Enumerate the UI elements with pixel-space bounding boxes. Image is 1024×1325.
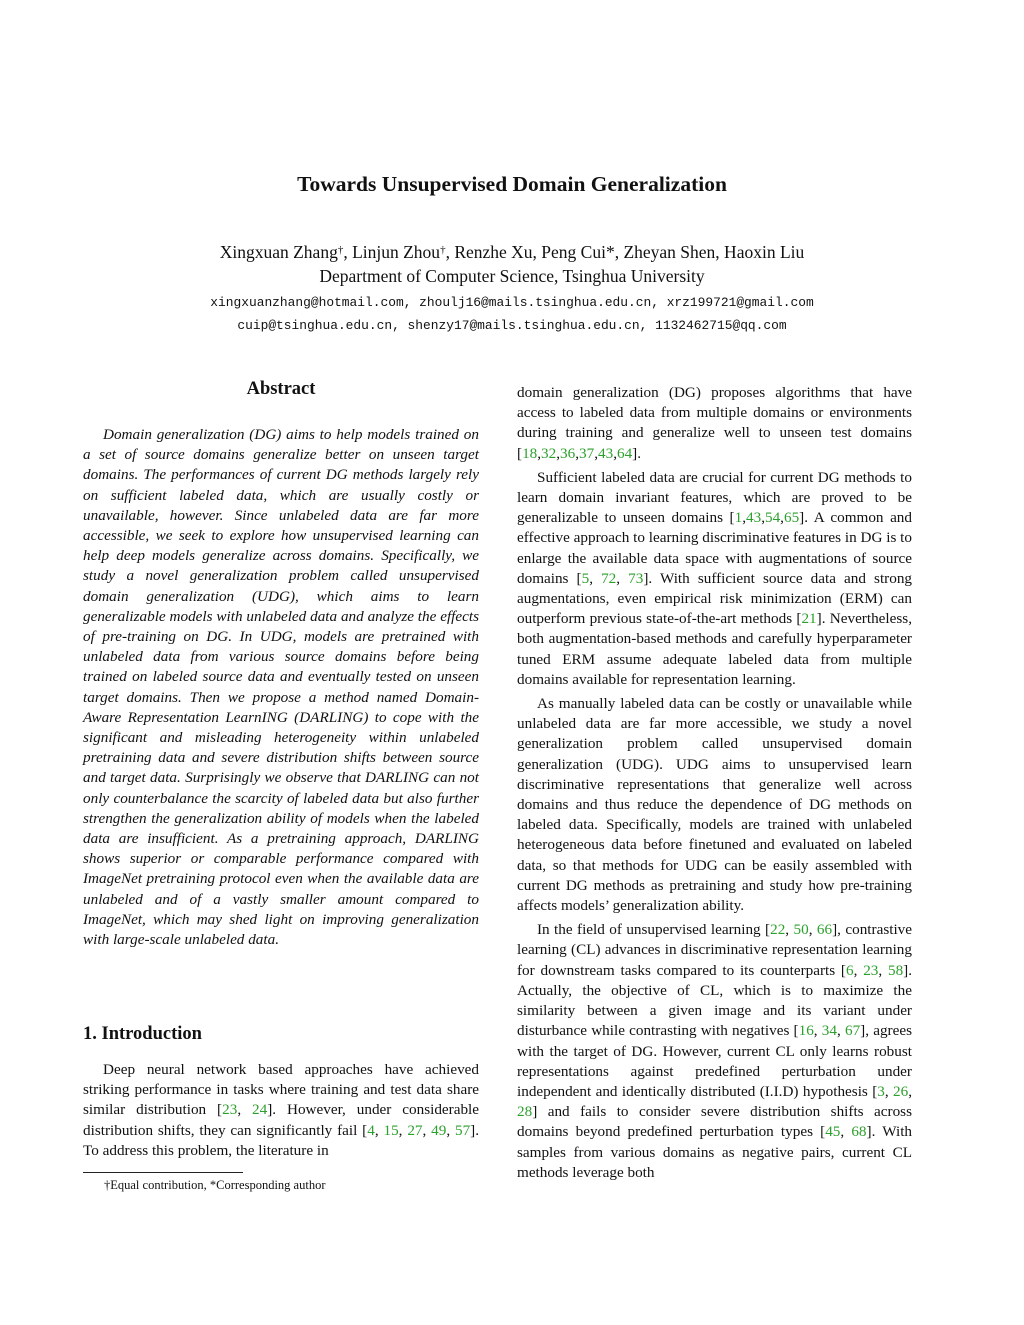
abstract-paragraph: Domain generalization (DG) aims to help models trained on a set of source domains generalize better on unseen target domains. The performances of current DG methods largely rely on sufficient labeled data, which are usually costly or unavailable, however. Since unlabeled data are far more accessible, we seek to explore how unsupervised learning can help deep models generalize across domains. Specifically, we study a novel generalization problem called unsupervised domain generalization (UDG), which aims to learn generalizable models with unlabeled data and analyze the effects of pre-training on DG. In UDG, models are pretrained with unlabeled data from various source domains before being trained on labeled source data and eventually tested on unseen target domains. Then we propose a method named Domain-Aware Representation LearnING (DARLING) to cope with the significant and misleading heterogeneity within unlabeled pretraining data and severe distribution shifts between source and target data. Surprisingly we observe that DARLING can not only counterbalance the scarcity of labeled data but also further strengthen the generalization ability of models when the labeled data are insufficient. As a pretraining approach, DARLING shows superior or comparable performance compared with ImageNet pretraining protocol even when the available data are unlabeled and of a vastly smaller amount compared to ImageNet, which may shed light on improving generalization with large-scale unlabeled data. <box>83 426 479 949</box>
citation-link[interactable]: 43 <box>746 509 762 527</box>
citation-link[interactable]: 23 <box>863 961 879 979</box>
citation-link[interactable]: 15 <box>383 1121 399 1139</box>
citation-link[interactable]: 43 <box>598 444 614 462</box>
citation-link[interactable]: 32 <box>541 444 557 462</box>
citation-link[interactable]: 50 <box>793 921 809 939</box>
citation-link[interactable]: 73 <box>628 569 644 587</box>
citation-link[interactable]: 24 <box>252 1101 268 1119</box>
intro-paragraph: In the field of unsupervised learning [22, 50, 66], contrastive learning (CL) advances in discriminative representation learning for downstream tasks compared to its counterparts [6, 23, 58]. Actually, the objective of CL, which is to maximize the similarity between a given image and its variant under disturbance while contrasting with negatives [16, 34, 67], agrees with the target of DG. However, current CL only learns robust representations against predefined perturbation under independent and identically distributed (I.I.D) hypothesis [3, 26, 28] and fails to consider severe distribution shifts across domains beyond predefined perturbation types [45, 68]. With samples from various domains as negative pairs, current CL methods leverage both <box>517 921 913 1181</box>
citation-link[interactable]: 54 <box>764 509 781 527</box>
citation-link[interactable]: 45 <box>825 1123 841 1141</box>
email-line: xingxuanzhang@hotmail.com, zhoulj16@mails.tsinghua.edu.cn, xrz199721@gmail.com <box>210 295 814 310</box>
email-block <box>0 291 1024 337</box>
citation-link[interactable]: 65 <box>783 509 800 527</box>
author-block <box>0 240 1024 288</box>
citation-link[interactable]: 64 <box>616 444 633 462</box>
citation-link[interactable]: 5 <box>581 569 590 587</box>
citation-link[interactable]: 37 <box>579 444 595 462</box>
intro-paragraph: domain generalization (DG) proposes algorithms that have access to labeled data from multiple domains or environments during training and generalize well to unseen test domains [18,32,36,37,43,64]. <box>517 384 912 462</box>
dagger-mark: † <box>440 244 446 256</box>
dagger-mark: † <box>337 244 344 256</box>
citation-link[interactable]: 21 <box>801 610 817 628</box>
citation-link[interactable]: 6 <box>846 961 854 979</box>
citation-link[interactable]: 22 <box>770 921 786 939</box>
email-line: cuip@tsinghua.edu.cn, shenzy17@mails.tsinghua.edu.cn, 1132462715@qq.com <box>237 318 787 333</box>
citation-link[interactable]: 16 <box>798 1022 814 1040</box>
citation-link[interactable]: 66 <box>816 921 833 939</box>
citation-link[interactable]: 68 <box>851 1123 867 1141</box>
citation-link[interactable]: 3 <box>877 1082 885 1100</box>
citation-link[interactable]: 36 <box>560 444 576 462</box>
citation-link[interactable]: 27 <box>407 1121 423 1139</box>
footnote-rule <box>83 1172 243 1173</box>
citation-link[interactable]: 34 <box>821 1022 837 1040</box>
citation-link[interactable]: 28 <box>517 1103 533 1121</box>
citation-link[interactable]: 72 <box>601 569 617 587</box>
section-heading-introduction: 1. Introduction <box>83 1024 202 1044</box>
abstract-heading: Abstract <box>246 379 316 399</box>
intro-paragraph: Sufficient labeled data are crucial for current DG methods to learn domain invariant features, which are proved to be generalizable to unseen domains [1,43,54,65]. A common and effective approach to learning discriminative features in DG is to enlarge the available data space with augmentations of source domains [5, 72, 73]. With sufficient source data and strong augmentations, even empirical risk minimization (ERM) can outperform previous state-of-the-art methods [21]. Nevertheless, both augmentation-based methods and carefully hyperparameter tuned ERM assume adequate labeled data from multiple domains available for representation learning. <box>517 468 913 688</box>
affiliation: Department of Computer Science, Tsinghua University <box>319 266 705 286</box>
citation-link[interactable]: 57 <box>454 1121 471 1139</box>
citation-link[interactable]: 1 <box>734 509 743 527</box>
citation-link[interactable]: 67 <box>844 1022 861 1040</box>
right-column <box>517 383 912 1183</box>
citation-link[interactable]: 4 <box>367 1121 375 1139</box>
citation-link[interactable]: 18 <box>522 444 538 462</box>
introduction-body <box>83 1060 479 1161</box>
author-names: Xingxuan Zhang†, Linjun Zhou†, Renzhe Xu, Peng Cui*, Zheyan Shen, Haoxin Liu <box>219 242 805 262</box>
intro-paragraph: As manually labeled data can be costly or unavailable while unlabeled data are far more accessible, we study a novel generalization problem called unsupervised domain generalization (UDG). UDG aims to unsupervised learn discriminative representations that generalize well across domains and thus reduce the dependence of DG methods on labeled data. Specifically, models are trained with unlabeled heterogeneous data before finetuned and evaluated on labeled data, so that methods for UDG can be easily assembled with current DG methods as pretraining and study how pre-training affects models’ generalization ability. <box>517 695 912 915</box>
citation-link[interactable]: 26 <box>893 1082 909 1100</box>
paper-title: Towards Unsupervised Domain Generalization <box>297 172 727 196</box>
footnote: †Equal contribution, *Corresponding author <box>104 1178 326 1192</box>
citation-link[interactable]: 58 <box>887 961 904 979</box>
citation-link[interactable]: 49 <box>431 1121 447 1139</box>
citation-link[interactable]: 23 <box>222 1101 238 1119</box>
abstract-body <box>83 425 479 950</box>
intro-paragraph: Deep neural network based approaches have achieved striking performance in tasks where training and test data share similar distribution [23, 24]. However, under considerable distribution shifts, they can significantly fail [4, 15, 27, 49, 57]. To address this problem, the literature in <box>83 1061 480 1159</box>
